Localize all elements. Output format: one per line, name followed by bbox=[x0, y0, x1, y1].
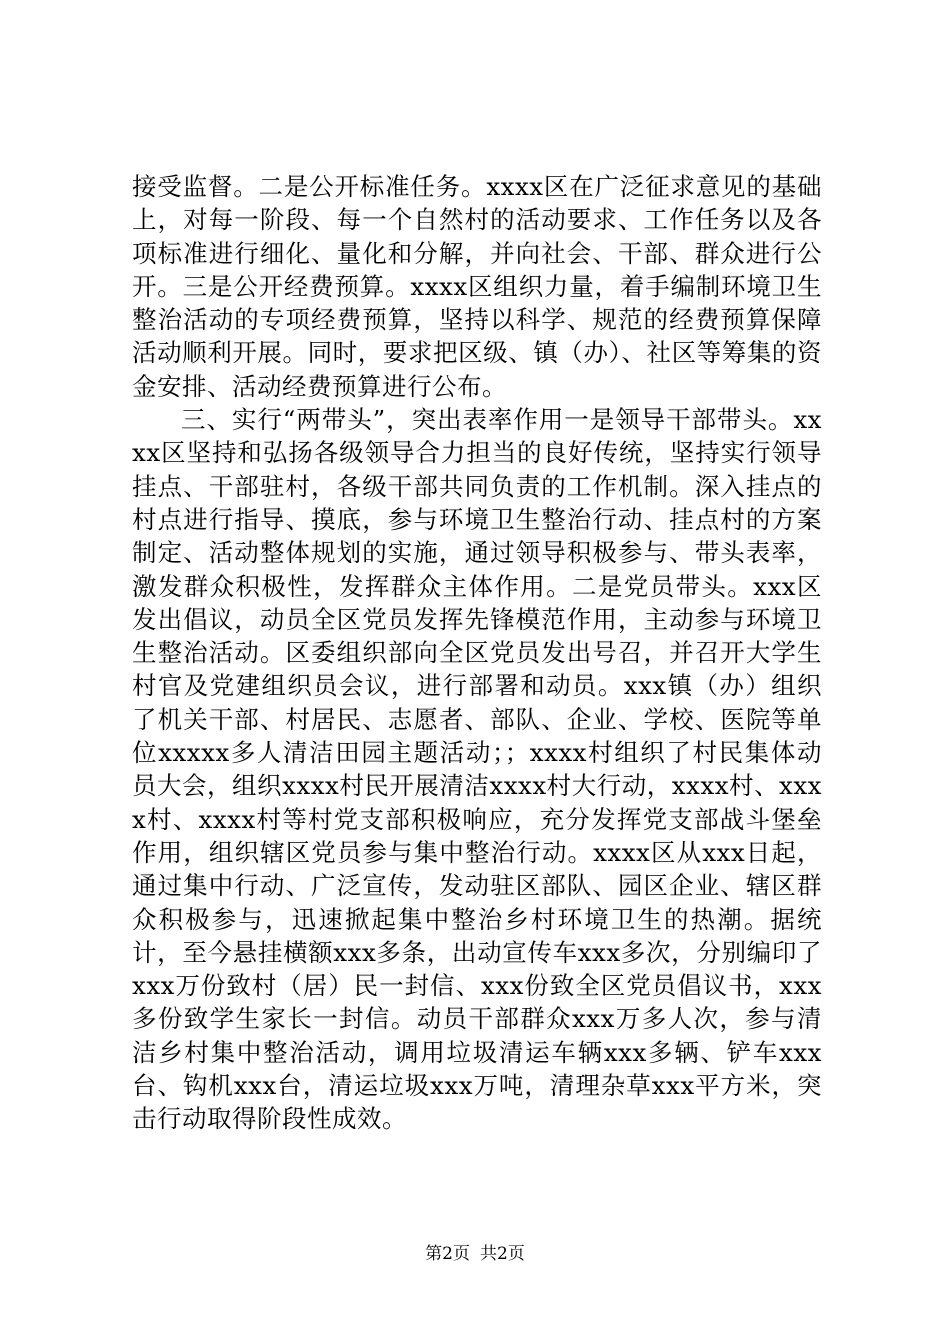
page-number-current: 第2页 bbox=[425, 1244, 470, 1264]
page-number-total: 共2页 bbox=[480, 1244, 525, 1264]
paragraph-section-three: 三、实行“两带头”，突出表率作用一是领导干部带头。xxxx区坚持和弘扬各级领导合力担当的良好传统，坚持实行领导挂点、干部驻村，各级干部共同负责的工作机制。深入挂点的村点进行指导、摸底，参与环境卫生整治行动、挂点村的方案制定、活动整体规划的实施，通过领导积极参与、带头表率，激发群众积极性，发挥群众主体作用。二是党员带头。xxx区发出倡议，动员全区党员发挥先锋模范作用，主动参与环境卫生整治活动。区委组织部向全区党员发出号召，并召开大学生村官及党建组织员会议，进行部署和动员。xxx镇（办）组织了机关干部、村居民、志愿者、部队、企业、学校、医院等单位xxxxx多人清洁田园主题活动；；xxxx村组织了村民集体动员大会，组织xxxx村民开展清洁xxxx村大行动，xxxx村、xxxx村、xxxx村等村党支部积极响应，充分发挥党支部战斗堡垒作用，组织辖区党员参与集中整治行动。xxxx区从xxx日起，通过集中行动、广泛宣传，发动驻区部队、园区企业、辖区群众积极参与，迅速掀起集中整治乡村环境卫生的热潮。据统计，至今悬挂横额xxx多条，出动宣传车xxx多次，分别编印了xxx万份致村（居）民一封信、xxx份致全区党员倡议书，xxx多份致学生家长一封信。动员干部群众xxx万多人次，参与清洁乡村集中整治活动，调用垃圾清运车辆xxx多辆、铲车xxx台、钩机xxx台，清运垃圾xxx万吨，清理杂草xxx平方米，突击行动取得阶段性成效。 bbox=[132, 405, 822, 1134]
document-body bbox=[132, 170, 822, 1136]
page-footer bbox=[0, 1243, 950, 1265]
paragraph-continuation: 接受监督。二是公开标准任务。xxxx区在广泛征求意见的基础上，对每一阶段、每一个自然村的活动要求、工作任务以及各项标准进行细化、量化和分解，并向社会、干部、群众进行公开。三是公开经费预算。xxxx区组织力量，着手编制环境卫生整治活动的专项经费预算，坚持以科学、规范的经费预算保障活动顺利开展。同时，要求把区级、镇（办）、社区等筹集的资金安排、活动经费预算进行公布。 bbox=[132, 172, 822, 401]
